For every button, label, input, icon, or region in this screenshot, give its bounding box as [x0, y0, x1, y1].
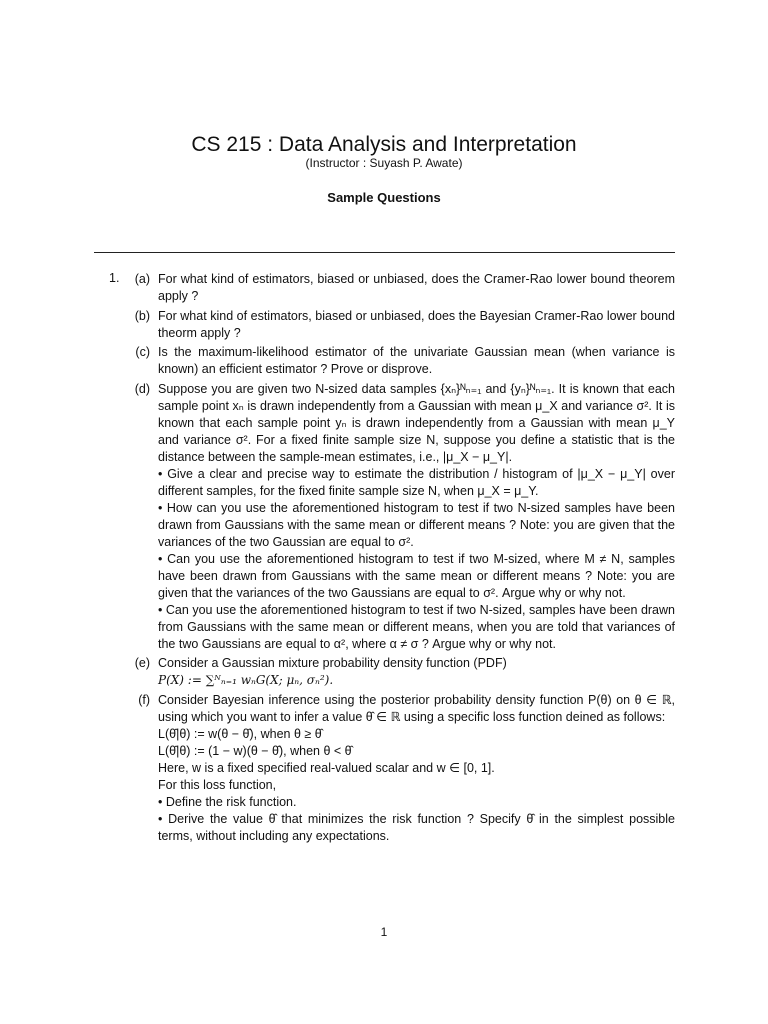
part-text	[158, 271, 675, 305]
horizontal-divider	[94, 252, 675, 253]
part-label: (b)	[134, 308, 150, 323]
part-text	[158, 381, 675, 653]
bullet-item: • Derive the value θ̂ that minimizes the risk function ? Specify θ̂ in the simplest possible terms, without including any expectations.	[158, 811, 675, 843]
bullet-item: • Give a clear and precise way to estimate the distribution / histogram of |μ_X − μ_Y| over different samples, for the fixed finite sample size N, when μ_X = μ_Y.	[158, 466, 675, 498]
question-number: 1.	[109, 271, 120, 285]
bullet-item: • Can you use the aforementioned histogram to test if two M-sized, where M ≠ N, samples have been drawn from Gaussians with the same mean or different means ? Note: you are given that the variances of the two Gaussians are equal to σ². Argue why or why not.	[158, 551, 675, 600]
document-subtitle: Sample Questions	[327, 190, 441, 205]
part-line: Suppose you are given two N-sized data samples {xₙ}ᴺₙ₌₁ and {yₙ}ᴺₙ₌₁. It is known that each sample point xₙ is drawn independently from a Gaussian with mean μ_X and variance σ². It is known that each sample point yₙ is drawn independently from a Gaussian with mean μ_Y and variance σ². For a fixed finite sample size N, suppose you define a statistic that is the distance between the sample-mean estimates, i.e., |μ_X − μ_Y|.	[158, 381, 675, 464]
part-line: For what kind of estimators, biased or unbiased, does the Cramer-Rao lower bound theorem apply ?	[158, 272, 675, 303]
page-number: 1	[380, 925, 388, 939]
part-text	[158, 344, 675, 378]
part-label: (a)	[134, 272, 150, 286]
question-part-c	[130, 344, 675, 378]
question-part-b	[130, 308, 675, 342]
document-title: CS 215 : Data Analysis and Interpretation	[191, 133, 577, 156]
question-part-a	[130, 271, 675, 305]
question-part-e	[130, 655, 675, 689]
bullet-item: • How can you use the aforementioned histogram to test if two N-sized samples have been drawn from Gaussians with the same mean or different means ? Note: you are given that the variances of the two Gaussian are equal to σ².	[158, 500, 675, 549]
part-line: Consider a Gaussian mixture probability density function (PDF)	[158, 656, 507, 670]
question-part-d	[130, 381, 675, 653]
part-line: For this loss function,	[158, 777, 277, 792]
part-line: Consider Bayesian inference using the posterior probability density function P(θ) on θ ∈ ℝ, using which you want to infer a value θ̂ ∈ ℝ using a specific loss function deined as follows:	[158, 692, 675, 724]
bullet-item: • Define the risk function.	[158, 794, 297, 809]
instructor-line: (Instructor : Suyash P. Awate)	[305, 156, 463, 170]
part-line: Here, w is a fixed specified real-valued scalar and w ∈ [0, 1].	[158, 760, 495, 775]
formula-line: L(θ̂|θ) := w(θ − θ̂), when θ ≥ θ̂	[158, 726, 322, 741]
part-text	[158, 655, 675, 689]
part-line: For what kind of estimators, biased or unbiased, does the Bayesian Cramer-Rao lower bound theorm apply ?	[158, 308, 675, 340]
part-text	[158, 308, 675, 342]
question-part-f	[130, 692, 675, 845]
part-text	[158, 692, 675, 845]
formula-line: L(θ̂|θ) := (1 − w)(θ − θ̂), when θ < θ̂	[158, 743, 352, 758]
part-label: (c)	[135, 345, 150, 359]
formula-line: P(X) := ∑ᴺₙ₌₁ wₙG(X; μₙ, σₙ²).	[158, 673, 334, 687]
question-parts	[130, 271, 675, 847]
part-label: (f)	[138, 692, 150, 707]
part-label: (e)	[134, 656, 150, 670]
bullet-item: • Can you use the aforementioned histogram to test if two N-sized, samples have been drawn from Gaussians with the same mean or different means, when you are told that variances of the two Gaussians are equal to α², where α ≠ σ ? Argue why or why not.	[158, 602, 675, 651]
part-line: Is the maximum-likelihood estimator of the univariate Gaussian mean (when variance is known) an efficient estimator ? Prove or disprove.	[158, 345, 675, 376]
part-label: (d)	[134, 381, 150, 396]
